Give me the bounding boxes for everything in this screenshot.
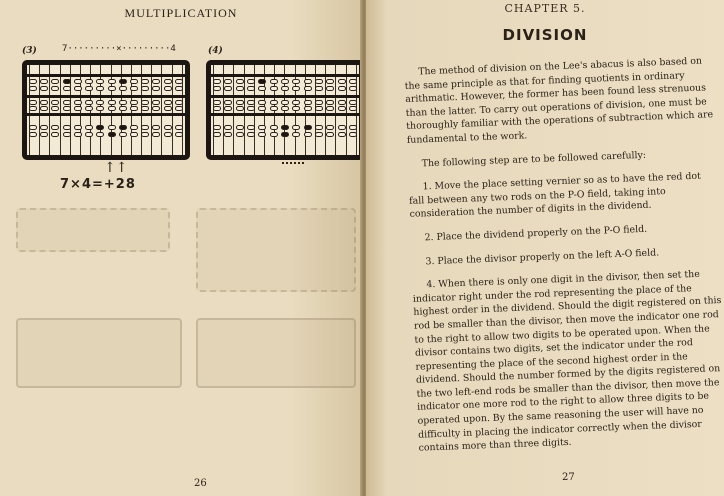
figure-4-label: (4) <box>208 46 223 56</box>
page-title: DIVISION <box>502 26 588 44</box>
indicator-arrow-icon: ↑↑ <box>104 160 128 176</box>
right-page <box>366 0 724 496</box>
show-through-figure <box>16 318 182 388</box>
abacus-figure-4 <box>206 60 362 160</box>
paragraph: 1. Move the place setting vernier so as to have the red dot fall between any two rods on the P-O field, taking into consideration the number of digits in the dividend. <box>408 170 702 221</box>
show-through-figure <box>196 318 356 388</box>
figure-3-label: (3) <box>22 46 37 56</box>
paragraph: 4. When there is only one digit in the divisor, then set the indicator right under the rod representing the place of the highest order in the dividend. Should the digit registered on this rod be smaller than the divisor, then move the indicator one rod to the right to allow two digits to be operated upon. When the divisor contains two digits, set the indicator under the rod representing the place of the second highest order in the dividend. Should the number formed by the digits registered on the two left-end rods be smaller than the divisor, then move the indicator one more rod to the right to allow three digits to be operated upon. By the same reasoning the user will have no difficulty in placing the indicator correctly when the divisor contains more than three digits. <box>412 268 722 454</box>
show-through-table <box>16 208 170 252</box>
equation: 7×4=+28 <box>60 177 136 192</box>
paragraph: 3. Place the divisor properly on the left A-O field. <box>425 246 660 267</box>
page-number: 26 <box>194 478 207 489</box>
show-through-table <box>196 208 356 292</box>
paragraph: The following step are to be followed carefully: <box>421 149 647 169</box>
running-head: MULTIPLICATION <box>124 6 238 20</box>
page-number: 27 <box>562 472 575 483</box>
paragraph: 2. Place the dividend properly on the P-O field. <box>424 223 648 244</box>
body-text <box>404 54 724 465</box>
multiplier-marks: 7·········×·········4 <box>62 44 176 54</box>
dotted-marker <box>282 162 304 164</box>
chapter-heading: CHAPTER 5. <box>504 2 586 15</box>
paragraph: The method of division on the Lee's abacus is also based on the same principle as that for finding quotients in ordinary arithmatic. However, the former has been found less strenuous than the latter. To carry out operations of division, one must be thoroughly familiar with the operations of subtraction which are fundamental to the work. <box>404 55 714 146</box>
abacus-figure-3 <box>22 60 190 160</box>
